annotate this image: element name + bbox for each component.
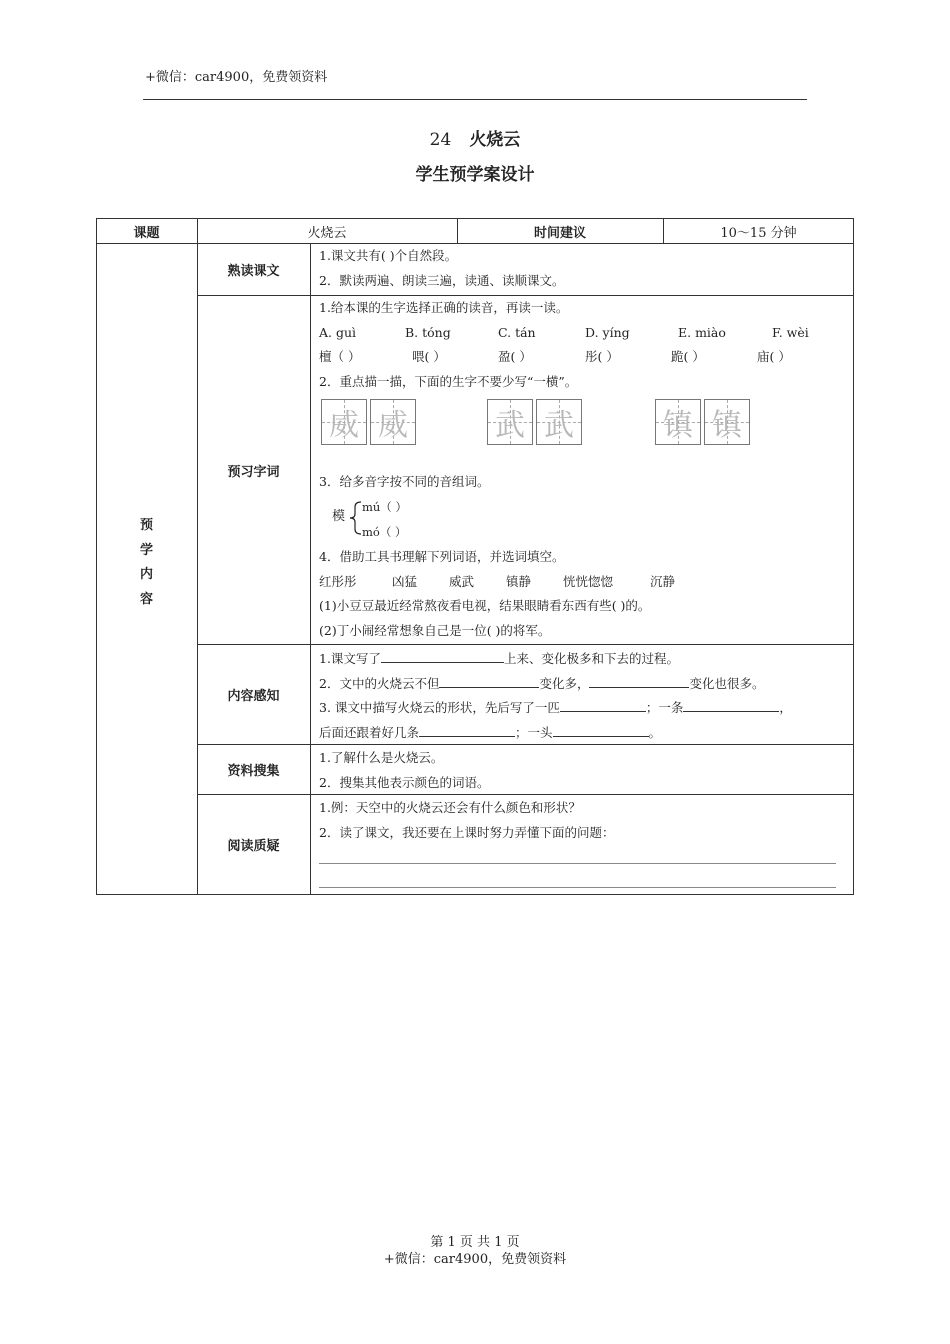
- feel-text: ；一条: [645, 700, 684, 715]
- lesson-number: 24: [429, 130, 452, 150]
- word-option: 红彤彤: [319, 574, 357, 589]
- polyphone-char: 模: [332, 509, 346, 524]
- trace-char: 武: [495, 408, 525, 443]
- fill-blank: 檀（ ）: [319, 349, 361, 364]
- pinyin-option: F. wèi: [772, 325, 809, 340]
- side-char: 内: [139, 567, 153, 582]
- feel-text: 2．文中的火烧云不但: [319, 676, 440, 691]
- answer-blank: [553, 724, 649, 737]
- pinyin-option: E. miào: [678, 325, 726, 340]
- writing-line: [319, 863, 836, 864]
- lesson-name: 火烧云: [469, 130, 521, 150]
- pinyin-option: B. tóng: [405, 325, 451, 340]
- section-label-feel: 内容感知: [227, 689, 280, 704]
- section-label-read: 熟读课文: [227, 264, 280, 279]
- word-option: 沉静: [650, 574, 676, 589]
- fill-sentence-1: (1)小豆豆最近经常熬夜看电视，结果眼睛看东西有些( )的。: [319, 598, 651, 613]
- polyphone-reading-1: mú（ ）: [362, 500, 407, 514]
- feel-text: 。: [648, 725, 662, 740]
- chars-q3: 3．给多音字按不同的音组词。: [319, 474, 490, 489]
- read-line-2: 2．默读两遍、朗读三遍，读通、读顺课文。: [319, 273, 565, 288]
- answer-blank: [589, 675, 689, 688]
- fill-blank: 盈( ）: [498, 349, 532, 364]
- table-border-bottom: [96, 894, 854, 895]
- writing-line: [319, 887, 836, 888]
- fill-blank: 庙( ）: [757, 349, 791, 364]
- pinyin-option: A. guì: [319, 325, 357, 340]
- chars-q2: 2．重点描一描，下面的生字不要少写“一横”。: [319, 374, 578, 389]
- search-line-2: 2．搜集其他表示颜色的词语。: [319, 775, 490, 790]
- fill-blank: 喂( ）: [412, 349, 446, 364]
- feel-line-2: [319, 675, 765, 692]
- doubt-line-1: 1.例：天空中的火烧云还会有什么颜色和形状？: [319, 800, 581, 815]
- topic-value: 火烧云: [307, 225, 347, 241]
- topic-label: 课题: [133, 225, 160, 241]
- word-option: 威武: [449, 574, 475, 589]
- trace-char: 威: [378, 408, 408, 443]
- pinyin-option: D. yíng: [585, 325, 630, 340]
- lesson-title: [0, 125, 950, 150]
- fill-blank: 彤( ）: [585, 349, 619, 364]
- feel-line-1: [319, 650, 679, 667]
- trace-char: 镇: [712, 408, 742, 443]
- answer-blank: [683, 699, 779, 712]
- fill-sentence-2: (2)丁小闹经常想象自己是一位( )的将军。: [319, 623, 551, 638]
- trace-char: 镇: [663, 408, 693, 443]
- section-label-search: 资料搜集: [227, 764, 280, 779]
- feel-text: 上来、变化极多和下去的过程。: [503, 651, 679, 666]
- feel-text: 3. 课文中描写火烧云的形状，先后写了一匹: [319, 700, 560, 715]
- chars-q4: 4．借助工具书理解下列词语，并选词填空。: [319, 549, 565, 564]
- section-label-chars: 预习字词: [227, 464, 280, 480]
- tracing-box: [536, 399, 582, 445]
- feel-text: 变化也很多。: [689, 676, 765, 691]
- feel-line-4: [319, 724, 661, 741]
- time-value: 10～15 分钟: [720, 225, 797, 241]
- tracing-box: [370, 399, 416, 445]
- tracing-box: [655, 399, 701, 445]
- doubt-line-2: 2．读了课文，我还要在上课时努力弄懂下面的问题：: [319, 825, 615, 840]
- side-char: 容: [139, 591, 153, 607]
- brace-icon: [349, 501, 363, 535]
- header-rule: [143, 99, 807, 100]
- polyphone-reading-2: mó（ ）: [362, 525, 407, 539]
- tracing-box: [487, 399, 533, 445]
- footer-note: +微信：car4900，免费领资料: [383, 1252, 567, 1267]
- answer-blank: [419, 724, 515, 737]
- answer-blank: [381, 650, 504, 663]
- side-char: 预: [139, 518, 153, 533]
- feel-text: 变化多，: [539, 676, 590, 691]
- side-char: 学: [139, 542, 153, 558]
- time-label: 时间建议: [533, 225, 586, 241]
- feel-text: 1.课文写了: [319, 651, 381, 666]
- side-label-preview-content: [96, 514, 197, 612]
- header-note: +微信：car4900，免费领资料: [145, 70, 328, 85]
- page-subtitle: 学生预学案设计: [415, 165, 535, 185]
- trace-char: 武: [544, 408, 574, 443]
- pinyin-option: C. tán: [498, 325, 536, 340]
- chars-q1: 1.给本课的生字选择正确的读音，再读一读。: [319, 300, 569, 315]
- tracing-box: [321, 399, 367, 445]
- answer-blank: [560, 699, 646, 712]
- search-line-1: 1.了解什么是火烧云。: [319, 750, 444, 765]
- section-label-doubt: 阅读质疑: [227, 839, 280, 854]
- read-line-1: 1.课文共有( )个自然段。: [319, 248, 458, 263]
- table-col-rule-2: [310, 244, 311, 895]
- feel-text: ；一头: [515, 725, 553, 740]
- word-option: 凶猛: [392, 574, 418, 589]
- fill-blank: 跪( ）: [671, 349, 705, 364]
- word-option: 恍恍惚惚: [563, 574, 614, 589]
- word-option: 镇静: [506, 574, 532, 589]
- feel-text: ，: [779, 700, 792, 715]
- trace-char: 威: [329, 408, 359, 443]
- tracing-box: [704, 399, 750, 445]
- feel-text: 后面还跟着好几条: [319, 725, 420, 740]
- answer-blank: [439, 675, 539, 688]
- page-number: 第 1 页 共 1 页: [430, 1235, 520, 1250]
- feel-line-3: [319, 699, 792, 716]
